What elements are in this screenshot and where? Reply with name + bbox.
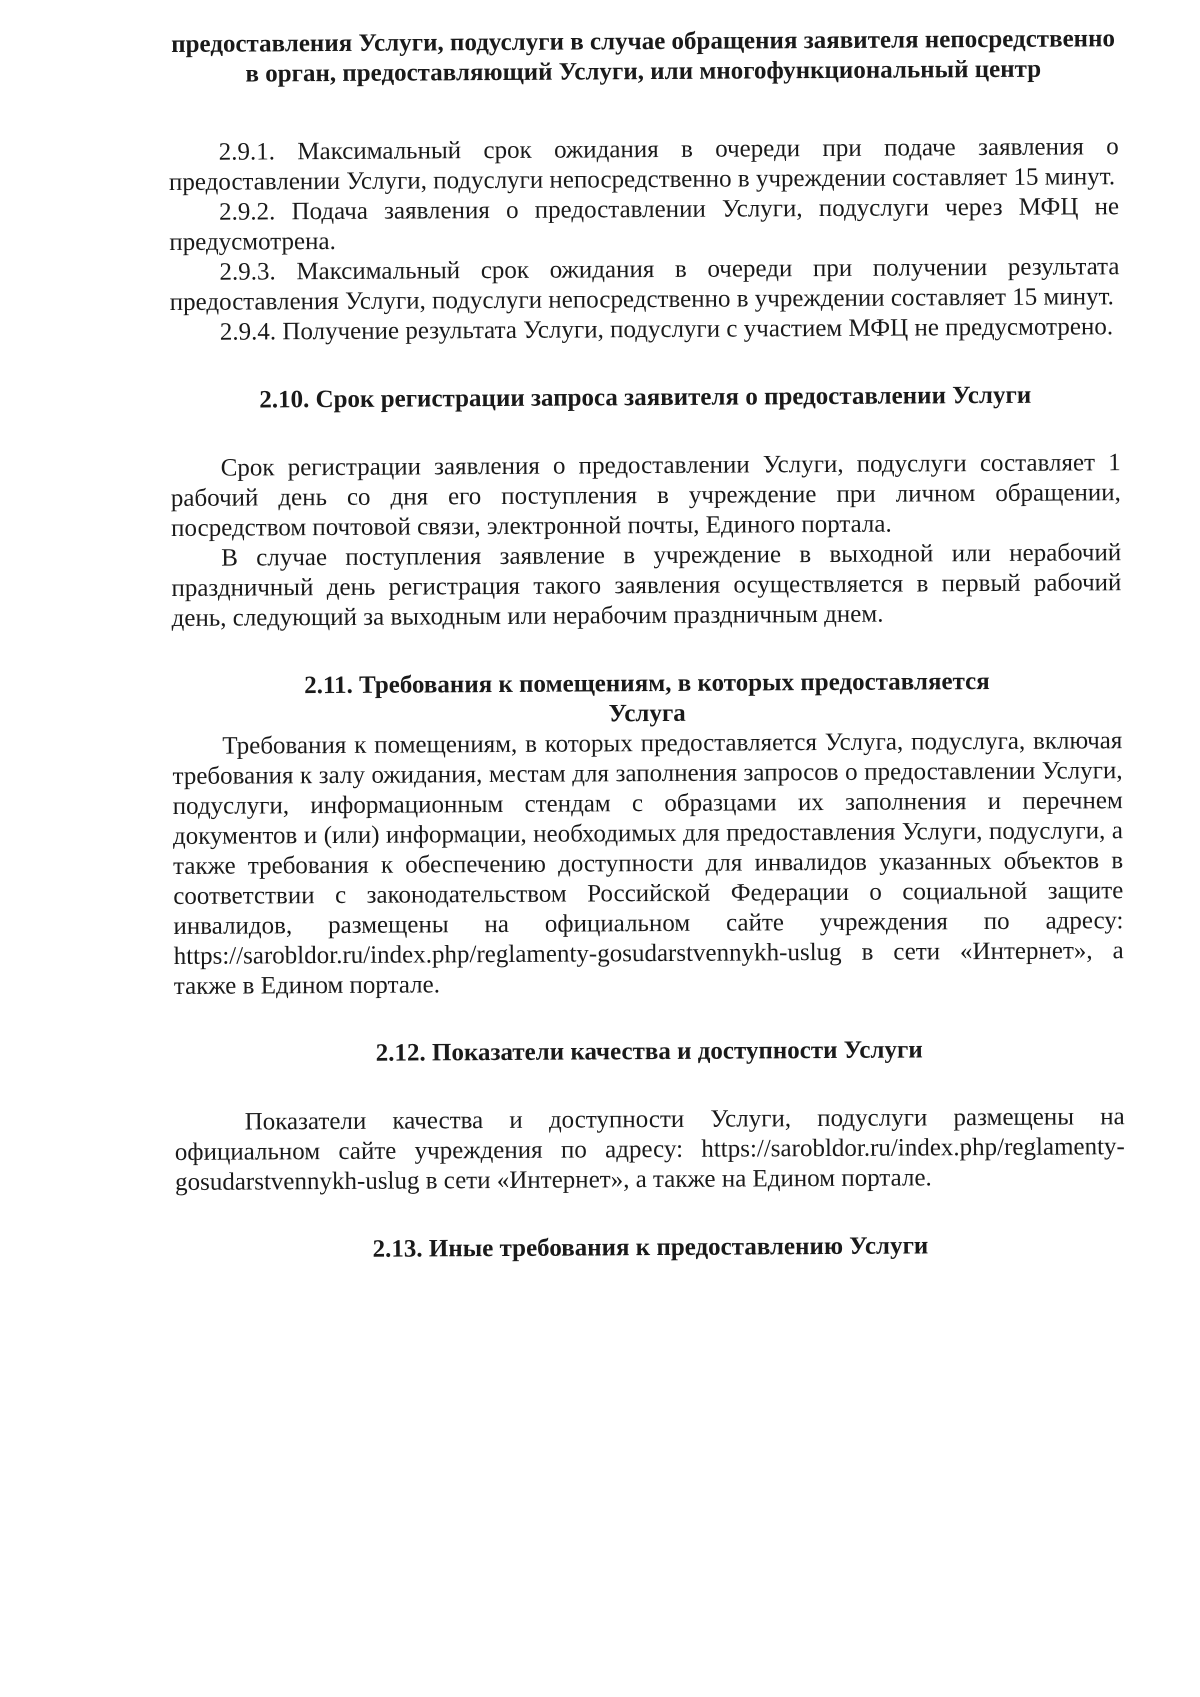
spacer [168, 84, 1118, 138]
paragraph-2-10-1: Срок регистрации заявления о предоставлении Услуги, подуслуги составляет 1 рабочий день со дня его поступления в учреждение при личном обращении, посредством почтовой связи, электронной почты, Единого портала. [170, 449, 1121, 542]
spacer [175, 1192, 1125, 1236]
section-heading-2-12: 2.12. Показатели качества и доступности Услуги [375, 1036, 923, 1067]
paragraph-2-9-3: 2.9.3. Максимальный срок ожидания в очереди при получении результата предоставления Услуги, подуслуги непосредственно в учреждении составляет 15 минут. [169, 253, 1120, 316]
spacer [174, 996, 1124, 1040]
intro-heading: предоставления Услуги, подуслуги в случае обращения заявителя непосредственно в орган, предоставляющий Услуги, или многофункциональный центр [171, 25, 1116, 88]
paragraph-2-10-2: В случае поступления заявление в учреждение в выходной или нерабочий праздничный день регистрация такого заявления осуществляется в первый рабочий день, следующий за выходным или нерабочим праздничным днем. [171, 539, 1122, 632]
paragraph-2-9-1: 2.9.1. Максимальный срок ожидания в очереди при подаче заявления о предоставлении Услуги, подуслуги непосредственно в учреждении составляет 15 минут. [168, 133, 1119, 196]
document-content [168, 24, 1126, 1266]
paragraph-2-12: Показатели качества и доступности Услуги, подуслуги размещены на официальном сайте учреждения по адресу: https://sarobldor.ru/index.php/reglamenty-gosudarstvennykh-uslug в сети «Интернет», а также на Едином портале. [174, 1103, 1125, 1196]
section-heading-2-13: 2.13. Иные требования к предоставлению Услуги [372, 1232, 929, 1263]
paragraph-2-9-2: 2.9.2. Подача заявления о предоставлении Услуги, подуслуги через МФЦ не предусмотрена. [169, 193, 1120, 256]
spacer [172, 628, 1122, 672]
spacer [170, 410, 1120, 454]
spacer [174, 1064, 1124, 1108]
section-heading-2-11: 2.11. Требования к помещениям, в которых предоставляется Услуга [304, 667, 990, 728]
paragraph-2-9-4: 2.9.4. Получение результата Услуги, подуслуги с участием МФЦ не предусмотрено. [219, 313, 1114, 346]
section-heading-2-10: 2.10. Срок регистрации запроса заявителя о предоставлении Услуги [259, 381, 1032, 414]
spacer [170, 342, 1120, 386]
paragraph-2-11: Требования к помещениям, в которых предоставляется Услуга, подуслуга, включая требования к залу ожидания, местам для заполнения запросов о предоставлении Услуги, подуслуги, информационным стендам с образцами их заполнения и перечнем документов и (или) информации, необходимых для предоставления Услуги, подуслуги, а также требования к обеспечению доступности для инвалидов указанных объектов в соответствии с законодательством Российской Федерации о социальной защите инвалидов, размещены на официальном сайте учреждения по адресу: https://sarobldor.ru/index.php/reglamenty-gosudarstvennykh-uslug в сети «Интернет», а также в Едином портале. [172, 727, 1124, 1000]
